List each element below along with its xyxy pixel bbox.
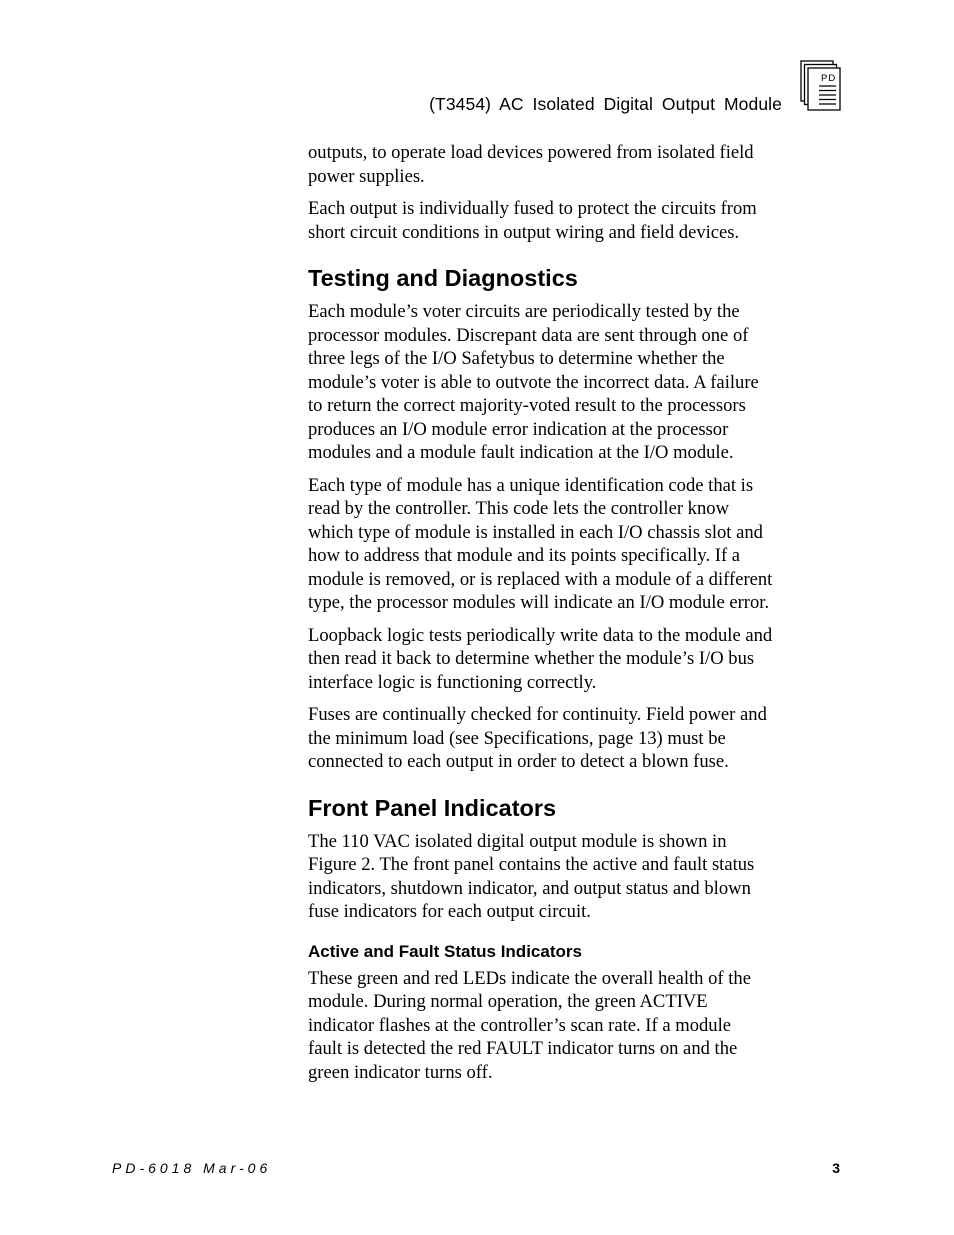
intro-paragraph-2: Each output is individually fused to protect the circuits from short circuit conditions in output wiring and field devices.	[308, 198, 757, 243]
pd-document-icon	[800, 60, 842, 112]
page-content	[308, 141, 848, 1093]
intro-paragraph-1: outputs, to operate load devices powered from isolated field power supplies.	[308, 142, 754, 187]
front-panel-heading: Front Panel Indicators	[308, 794, 557, 821]
logo-text: PD	[821, 73, 837, 84]
status-indicators-paragraph: These green and red LEDs indicate the overall health of the module. During normal operation, the green ACTIVE indicator flashes at the controller’s scan rate. If a module fault is detected the red FAULT indicator turns on and the green indicator turns off.	[308, 967, 751, 1083]
front-panel-paragraph-1: The 110 VAC isolated digital output module is shown in Figure 2. The front panel contains the active and fault status indicators, shutdown indicator, and output status and blown fuse indicators for each output circuit.	[308, 830, 755, 922]
testing-paragraph-4: Fuses are continually checked for continuity. Field power and the minimum load (see Specifications, page 13) must be connected to each output in order to detect a blown fuse.	[308, 704, 767, 772]
testing-heading: Testing and Diagnostics	[308, 265, 578, 291]
testing-paragraph-1: Each module’s voter circuits are periodically tested by the processor modules. Discrepant data are sent through one of three legs of the I/O Safetybus to determine whether the module’s voter is able to outvote the incorrect data. A failure to return the correct majority-voted result to the processors produces an I/O module error indication at the processor modules and a module fault indication at the I/O module.	[308, 301, 759, 463]
status-indicators-subheading: Active and Fault Status Indicators	[308, 941, 582, 961]
page-number: 3	[832, 1160, 840, 1176]
running-header: (T3454) AC Isolated Digital Output Module	[429, 94, 782, 114]
testing-paragraph-3: Loopback logic tests periodically write data to the module and then read it back to determine whether the module’s I/O bus interface logic is functioning correctly.	[308, 624, 773, 693]
testing-paragraph-2: Each type of module has a unique identification code that is read by the controller. This code lets the controller know which type of module is installed in each I/O chassis slot and how to address that module and its points specifically. If a module is removed, or is replaced with a module of a different type, the processor modules will indicate an I/O module error.	[308, 474, 773, 613]
footer-doc-id: PD-6018 Mar-06	[112, 1160, 272, 1176]
